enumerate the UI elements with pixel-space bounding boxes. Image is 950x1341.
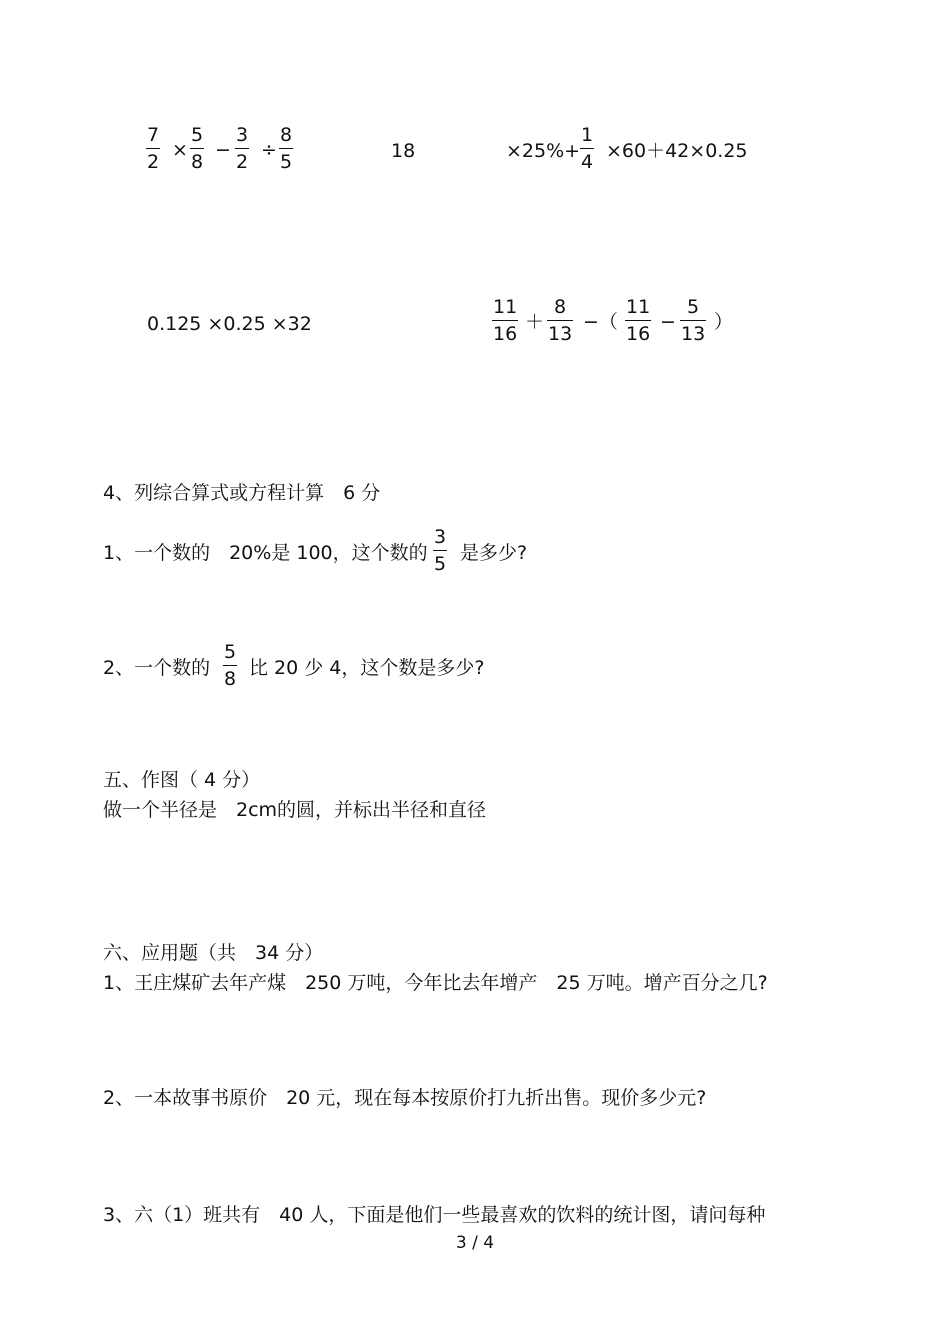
numerator: 8 bbox=[554, 296, 567, 318]
section-6-question-1: 1、王庄煤矿去年产煤 250 万吨，今年比去年增产 25 万吨。增产百分之几? bbox=[103, 972, 768, 994]
numerator: 8 bbox=[280, 124, 293, 146]
numerator: 7 bbox=[147, 124, 160, 146]
section-6-title: 六、应用题（共 34 分） bbox=[103, 942, 324, 964]
numerator: 5 bbox=[687, 296, 700, 318]
denominator: 8 bbox=[191, 151, 204, 174]
fraction bbox=[223, 643, 237, 689]
fraction bbox=[190, 126, 204, 172]
section-4-title: 4、列综合算式或方程计算 6 分 bbox=[103, 482, 381, 504]
denominator: 16 bbox=[626, 323, 651, 346]
fraction bbox=[625, 298, 651, 344]
fraction bbox=[235, 126, 249, 172]
question-text: 是多少? bbox=[460, 542, 528, 564]
operator: ÷ bbox=[261, 139, 277, 161]
question-text: 1、一个数的 20%是 100，这个数的 bbox=[103, 542, 428, 564]
operator: × bbox=[172, 139, 188, 161]
fraction bbox=[146, 126, 160, 172]
section-5-body: 做一个半径是 2cm的圆，并标出半径和直径 bbox=[103, 799, 487, 821]
page-number: 3 / 4 bbox=[455, 1233, 495, 1253]
numerator: 11 bbox=[493, 296, 518, 318]
operator: − bbox=[660, 311, 676, 333]
denominator: 2 bbox=[236, 151, 249, 174]
denominator: 4 bbox=[581, 151, 594, 174]
denominator: 8 bbox=[224, 668, 237, 691]
operator: − bbox=[215, 139, 231, 161]
question-text: 2、一个数的 bbox=[103, 657, 211, 679]
operator: −（ bbox=[583, 311, 618, 333]
denominator: 5 bbox=[280, 151, 293, 174]
numerator: 3 bbox=[236, 124, 249, 146]
operator: ＋ bbox=[525, 311, 545, 333]
question-text: 比 20 少 4，这个数是多少? bbox=[249, 657, 485, 679]
numerator: 5 bbox=[191, 124, 204, 146]
section-5-title: 五、作图（ 4 分） bbox=[103, 769, 261, 791]
denominator: 2 bbox=[147, 151, 160, 174]
numerator: 5 bbox=[224, 641, 237, 663]
numerator: 11 bbox=[626, 296, 651, 318]
denominator: 13 bbox=[548, 323, 573, 346]
fraction bbox=[279, 126, 293, 172]
expression-3: 0.125 ×0.25 ×32 bbox=[147, 313, 312, 335]
numerator: 3 bbox=[434, 526, 447, 548]
section-6-question-2: 2、一本故事书原价 20 元，现在每本按原价打九折出售。现价多少元? bbox=[103, 1087, 707, 1109]
operator: ） bbox=[714, 311, 734, 333]
denominator: 5 bbox=[434, 553, 447, 576]
numerator: 1 bbox=[581, 124, 594, 146]
fraction bbox=[433, 528, 447, 574]
expression-text: ×25%+ bbox=[506, 140, 581, 162]
fraction bbox=[492, 298, 518, 344]
fraction bbox=[547, 298, 573, 344]
expression-text: ×60＋42×0.25 bbox=[606, 140, 748, 162]
expression-text: 18 bbox=[391, 140, 416, 162]
fraction bbox=[580, 126, 594, 172]
fraction bbox=[680, 298, 706, 344]
section-6-question-3: 3、六（1）班共有 40 人，下面是他们一些最喜欢的饮料的统计图，请问每种 bbox=[103, 1204, 766, 1226]
denominator: 13 bbox=[681, 323, 706, 346]
denominator: 16 bbox=[493, 323, 518, 346]
